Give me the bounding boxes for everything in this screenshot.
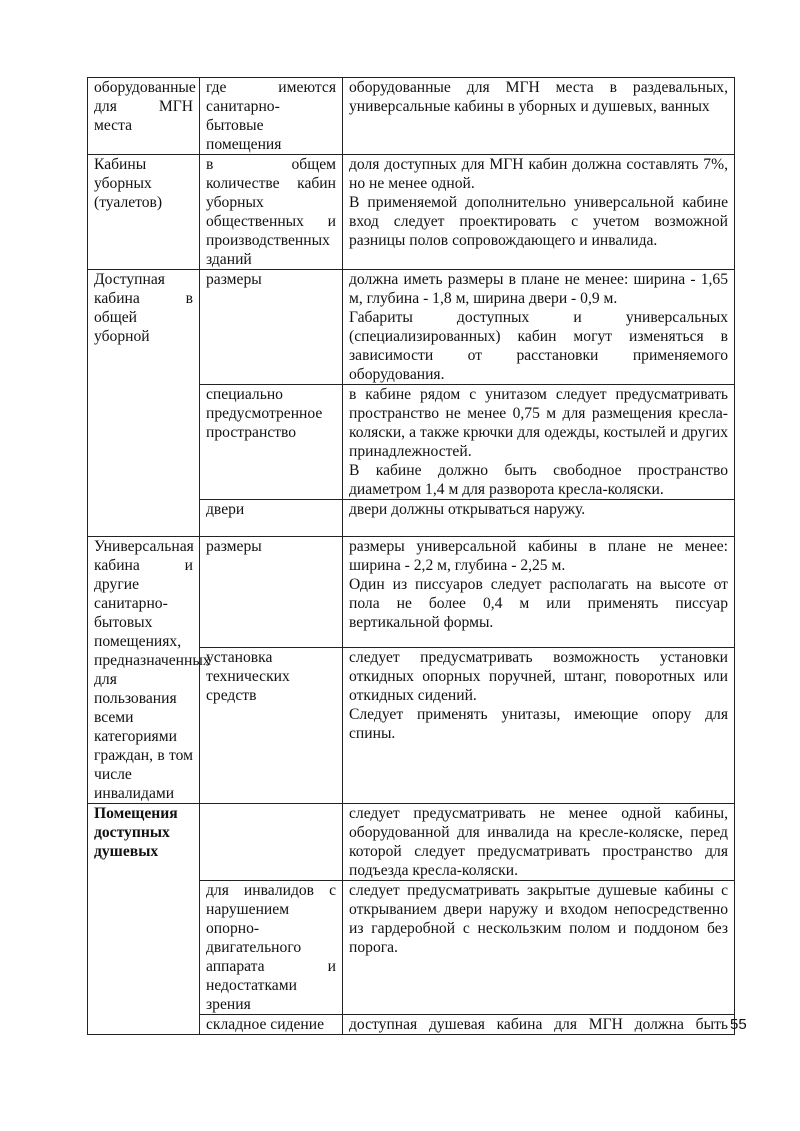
condition-cell: для инвалидов с нарушением опорно-двигательного аппарата и недостатками зрения bbox=[200, 881, 343, 1015]
requirement-cell: в кабине рядом с унитазом следует предусматривать пространство не менее 0,75 м для размещения кресла-коляски, а также крючки для одежды, костылей и других принадлежностей. В кабине должно быть свободное пространство диаметром 1,4 м для разворота кресла-коляски. bbox=[343, 385, 735, 500]
requirement-cell: доля доступных для МГН кабин должна составлять 7%, но не менее одной. В применяемой дополнительно универсальной кабине вход следует проектировать с учетом возможной разницы полов сопровождающего и инвалида. bbox=[343, 155, 735, 270]
requirement-cell: оборудованные для МГН места в раздевальных, универсальные кабины в уборных и душевых, ванных bbox=[343, 78, 735, 155]
condition-cell bbox=[200, 804, 343, 881]
requirement-cell: двери должны открываться наружу. bbox=[343, 500, 735, 537]
condition-cell: установка технических средств bbox=[200, 647, 343, 803]
requirement-cell: следует предусматривать не менее одной кабины, оборудованной для инвалида на кресле-коляске, перед которой следует предусматривать пространство для подъезда кресла-коляски. bbox=[343, 804, 735, 881]
place-cell: Помещения доступных душевых bbox=[88, 804, 200, 1035]
requirement-cell: следует предусматривать закрытые душевые кабины с открыванием двери наружу и входом непосредственно из гардеробной с нескользким полом и поддоном без порога. bbox=[343, 881, 735, 1015]
condition-cell: складное сидение bbox=[200, 1015, 343, 1035]
requirement-cell: доступная душевая кабина для МГН должна быть bbox=[343, 1015, 735, 1035]
condition-cell: специально предусмотренное пространство bbox=[200, 385, 343, 500]
requirement-cell: следует предусматривать возможность установки откидных опорных поручней, штанг, поворотных или откидных сидений. Следует применять унитазы, имеющие опору для спины. bbox=[343, 647, 735, 803]
place-cell: Универсальная кабина и другие санитарно-бытовых помещениях, предназначенных для пользования всеми категориями граждан, в том числе инвалидами bbox=[88, 537, 200, 804]
place-cell: Кабины уборных (туалетов) bbox=[88, 155, 200, 270]
table-row bbox=[88, 270, 735, 385]
requirements-table bbox=[87, 77, 735, 1035]
condition-cell: размеры bbox=[200, 537, 343, 648]
page-number: 55 bbox=[730, 1016, 747, 1033]
table-row bbox=[88, 155, 735, 270]
table-row bbox=[88, 78, 735, 155]
table-row bbox=[88, 537, 735, 648]
table-row bbox=[88, 804, 735, 881]
requirement-cell: должна иметь размеры в плане не менее: ширина - 1,65 м, глубина - 1,8 м, ширина двери - 0,9 м. Габариты доступных и универсальных (специализированных) кабин могут изменяться в зависимости от расстановки применяемого оборудования. bbox=[343, 270, 735, 385]
condition-cell: двери bbox=[200, 500, 343, 537]
requirement-cell: размеры универсальной кабины в плане не менее: ширина - 2,2 м, глубина - 2,25 м. Один из писсуаров следует располагать на высоте от пола не более 0,4 м или применять писсуар вертикальной формы. bbox=[343, 537, 735, 648]
place-cell: Доступная кабина в общей уборной bbox=[88, 270, 200, 537]
condition-cell: размеры bbox=[200, 270, 343, 385]
place-cell: оборудованные для МГН места bbox=[88, 78, 200, 155]
condition-cell: где имеются санитарно-бытовые помещения bbox=[200, 78, 343, 155]
condition-cell: в общем количестве кабин уборных общественных и производственных зданий bbox=[200, 155, 343, 270]
